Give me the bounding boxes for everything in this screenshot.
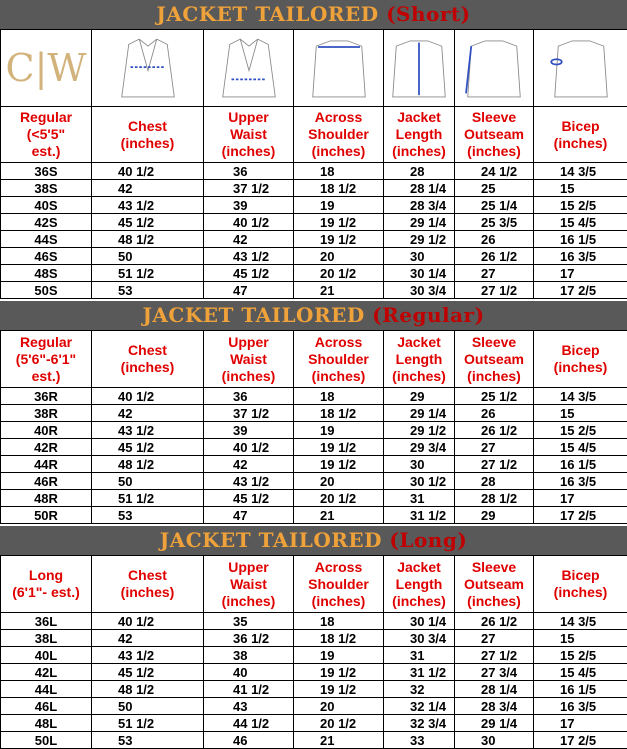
value-cell: 42 xyxy=(92,405,204,422)
value-cell: 40 1/2 xyxy=(92,163,204,180)
size-table xyxy=(0,330,627,524)
value-cell: 50 xyxy=(92,698,204,715)
value-cell: 46 xyxy=(204,732,294,749)
value-cell: 36 1/2 xyxy=(204,630,294,647)
jacket-length-icon xyxy=(384,32,454,104)
value-cell: 15 4/5 xyxy=(534,664,627,681)
size-cell: 48L xyxy=(1,715,92,732)
logo-cell xyxy=(1,30,92,107)
size-cell: 46S xyxy=(1,248,92,265)
value-cell: 40 1/2 xyxy=(92,388,204,405)
value-cell: 19 1/2 xyxy=(294,214,384,231)
value-cell: 20 1/2 xyxy=(294,265,384,282)
value-cell: 32 xyxy=(384,681,455,698)
value-cell: 18 1/2 xyxy=(294,405,384,422)
size-cell: 40R xyxy=(1,422,92,439)
jacket-shoulder-icon xyxy=(304,32,374,104)
value-cell: 27 1/2 xyxy=(455,647,534,664)
value-cell: 48 1/2 xyxy=(92,456,204,473)
column-header: Jacket Length (inches) xyxy=(384,556,455,613)
value-cell: 30 1/2 xyxy=(384,473,455,490)
illustration-cell xyxy=(92,30,204,107)
table-row xyxy=(1,388,627,405)
value-cell: 15 xyxy=(534,630,627,647)
size-cell: 48R xyxy=(1,490,92,507)
size-cell: 36L xyxy=(1,613,92,630)
value-cell: 14 3/5 xyxy=(534,388,627,405)
value-cell: 36 xyxy=(204,388,294,405)
value-cell: 29 3/4 xyxy=(384,439,455,456)
table-row xyxy=(1,439,627,456)
table-row xyxy=(1,214,627,231)
column-header: Across Shoulder (inches) xyxy=(294,331,384,388)
value-cell: 41 1/2 xyxy=(204,681,294,698)
size-header: Regular (5'6"-6'1" est.) xyxy=(1,331,92,388)
table-row xyxy=(1,231,627,248)
value-cell: 15 2/5 xyxy=(534,422,627,439)
size-cell: 42S xyxy=(1,214,92,231)
value-cell: 40 1/2 xyxy=(204,214,294,231)
value-cell: 44 1/2 xyxy=(204,715,294,732)
jacket-bicep-icon xyxy=(546,32,616,104)
value-cell: 47 xyxy=(204,282,294,299)
size-header: Regular (<5'5" est.) xyxy=(1,107,92,163)
value-cell: 19 1/2 xyxy=(294,456,384,473)
value-cell: 53 xyxy=(92,282,204,299)
table-row xyxy=(1,163,627,180)
size-cell: 36S xyxy=(1,163,92,180)
value-cell: 17 xyxy=(534,490,627,507)
size-cell: 50L xyxy=(1,732,92,749)
column-header: Jacket Length (inches) xyxy=(384,331,455,388)
table-row xyxy=(1,490,627,507)
value-cell: 43 1/2 xyxy=(92,197,204,214)
illustration-cell xyxy=(294,30,384,107)
section-title-variant: (Regular) xyxy=(372,303,485,327)
value-cell: 32 1/4 xyxy=(384,698,455,715)
value-cell: 53 xyxy=(92,507,204,524)
section-title-variant: (Long) xyxy=(389,528,468,552)
size-cell: 46L xyxy=(1,698,92,715)
table-row xyxy=(1,507,627,524)
value-cell: 40 1/2 xyxy=(204,439,294,456)
column-header: Chest (inches) xyxy=(92,107,204,163)
value-cell: 25 3/5 xyxy=(455,214,534,231)
table-row xyxy=(1,456,627,473)
value-cell: 17 2/5 xyxy=(534,732,627,749)
value-cell: 42 xyxy=(204,231,294,248)
value-cell: 47 xyxy=(204,507,294,524)
section-title xyxy=(0,301,627,330)
value-cell: 16 3/5 xyxy=(534,473,627,490)
value-cell: 21 xyxy=(294,507,384,524)
value-cell: 17 2/5 xyxy=(534,507,627,524)
illustration-row xyxy=(1,30,627,107)
value-cell: 18 1/2 xyxy=(294,180,384,197)
value-cell: 45 1/2 xyxy=(92,664,204,681)
column-header: Chest (inches) xyxy=(92,556,204,613)
table-row xyxy=(1,681,627,698)
value-cell: 38 xyxy=(204,647,294,664)
size-cell: 40S xyxy=(1,197,92,214)
value-cell: 45 1/2 xyxy=(92,214,204,231)
value-cell: 16 3/5 xyxy=(534,698,627,715)
value-cell: 25 1/2 xyxy=(455,388,534,405)
table-row xyxy=(1,613,627,630)
size-cell: 38L xyxy=(1,630,92,647)
value-cell: 16 1/5 xyxy=(534,681,627,698)
column-header: Bicep (inches) xyxy=(534,331,627,388)
size-cell: 42L xyxy=(1,664,92,681)
table-row xyxy=(1,473,627,490)
value-cell: 40 xyxy=(204,664,294,681)
illustration-cell xyxy=(534,30,627,107)
value-cell: 30 xyxy=(384,456,455,473)
value-cell: 27 1/2 xyxy=(455,282,534,299)
value-cell: 19 1/2 xyxy=(294,231,384,248)
value-cell: 43 1/2 xyxy=(204,473,294,490)
value-cell: 15 2/5 xyxy=(534,197,627,214)
value-cell: 31 1/2 xyxy=(384,507,455,524)
value-cell: 26 1/2 xyxy=(455,422,534,439)
value-cell: 36 xyxy=(204,163,294,180)
column-header: Bicep (inches) xyxy=(534,107,627,163)
header-row xyxy=(1,331,627,388)
value-cell: 15 4/5 xyxy=(534,439,627,456)
value-cell: 26 1/2 xyxy=(455,613,534,630)
column-header: Across Shoulder (inches) xyxy=(294,556,384,613)
value-cell: 31 xyxy=(384,647,455,664)
size-cell: 50R xyxy=(1,507,92,524)
size-cell: 40L xyxy=(1,647,92,664)
value-cell: 51 1/2 xyxy=(92,265,204,282)
column-header: Upper Waist (inches) xyxy=(204,556,294,613)
value-cell: 28 3/4 xyxy=(455,698,534,715)
column-header: Upper Waist (inches) xyxy=(204,331,294,388)
value-cell: 25 xyxy=(455,180,534,197)
value-cell: 18 xyxy=(294,388,384,405)
value-cell: 19 xyxy=(294,197,384,214)
illustration-cell xyxy=(455,30,534,107)
table-row xyxy=(1,180,627,197)
value-cell: 42 xyxy=(92,630,204,647)
value-cell: 19 1/2 xyxy=(294,681,384,698)
value-cell: 20 xyxy=(294,473,384,490)
size-cell: 44R xyxy=(1,456,92,473)
value-cell: 45 1/2 xyxy=(204,265,294,282)
value-cell: 42 xyxy=(92,180,204,197)
value-cell: 16 3/5 xyxy=(534,248,627,265)
value-cell: 16 1/5 xyxy=(534,456,627,473)
value-cell: 37 1/2 xyxy=(204,405,294,422)
value-cell: 40 1/2 xyxy=(92,613,204,630)
table-row xyxy=(1,248,627,265)
value-cell: 29 1/4 xyxy=(384,214,455,231)
value-cell: 20 xyxy=(294,248,384,265)
table-row xyxy=(1,265,627,282)
column-header: Bicep (inches) xyxy=(534,556,627,613)
table-row xyxy=(1,422,627,439)
value-cell: 15 2/5 xyxy=(534,647,627,664)
value-cell: 30 1/4 xyxy=(384,265,455,282)
illustration-cell xyxy=(384,30,455,107)
section-title xyxy=(0,0,627,29)
table-row xyxy=(1,282,627,299)
size-header: Long (6'1"- est.) xyxy=(1,556,92,613)
value-cell: 26 xyxy=(455,231,534,248)
section-title-main: JACKET TAILORED xyxy=(159,528,390,552)
value-cell: 37 1/2 xyxy=(204,180,294,197)
size-cell: 44L xyxy=(1,681,92,698)
value-cell: 42 xyxy=(204,456,294,473)
value-cell: 15 4/5 xyxy=(534,214,627,231)
value-cell: 32 3/4 xyxy=(384,715,455,732)
value-cell: 43 1/2 xyxy=(204,248,294,265)
size-cell: 48S xyxy=(1,265,92,282)
value-cell: 20 1/2 xyxy=(294,715,384,732)
brand-logo: C|W xyxy=(5,46,87,90)
column-header: Sleeve Outseam (inches) xyxy=(455,107,534,163)
value-cell: 28 1/4 xyxy=(455,681,534,698)
column-header: Chest (inches) xyxy=(92,331,204,388)
size-cell: 46R xyxy=(1,473,92,490)
value-cell: 45 1/2 xyxy=(204,490,294,507)
column-header: Upper Waist (inches) xyxy=(204,107,294,163)
value-cell: 21 xyxy=(294,282,384,299)
jacket-upper-waist-icon xyxy=(214,32,284,104)
table-row xyxy=(1,647,627,664)
header-row xyxy=(1,556,627,613)
value-cell: 43 1/2 xyxy=(92,422,204,439)
value-cell: 51 1/2 xyxy=(92,490,204,507)
value-cell: 17 2/5 xyxy=(534,282,627,299)
value-cell: 15 xyxy=(534,180,627,197)
value-cell: 28 3/4 xyxy=(384,197,455,214)
size-cell: 42R xyxy=(1,439,92,456)
section-title-variant: (Short) xyxy=(386,2,471,26)
value-cell: 31 1/2 xyxy=(384,664,455,681)
value-cell: 25 1/4 xyxy=(455,197,534,214)
value-cell: 21 xyxy=(294,732,384,749)
size-cell: 38S xyxy=(1,180,92,197)
value-cell: 26 xyxy=(455,405,534,422)
value-cell: 30 xyxy=(455,732,534,749)
size-cell: 38R xyxy=(1,405,92,422)
section-title-main: JACKET TAILORED xyxy=(156,2,387,26)
jacket-chest-icon xyxy=(113,32,183,104)
value-cell: 27 3/4 xyxy=(455,664,534,681)
table-row xyxy=(1,630,627,647)
column-header: Across Shoulder (inches) xyxy=(294,107,384,163)
value-cell: 29 1/4 xyxy=(455,715,534,732)
value-cell: 24 1/2 xyxy=(455,163,534,180)
value-cell: 53 xyxy=(92,732,204,749)
value-cell: 50 xyxy=(92,473,204,490)
table-row xyxy=(1,664,627,681)
table-row xyxy=(1,715,627,732)
size-table xyxy=(0,29,627,299)
value-cell: 29 1/2 xyxy=(384,231,455,248)
value-cell: 35 xyxy=(204,613,294,630)
value-cell: 50 xyxy=(92,248,204,265)
value-cell: 17 xyxy=(534,265,627,282)
value-cell: 20 xyxy=(294,698,384,715)
value-cell: 30 1/4 xyxy=(384,613,455,630)
value-cell: 19 1/2 xyxy=(294,664,384,681)
column-header: Sleeve Outseam (inches) xyxy=(455,331,534,388)
value-cell: 18 xyxy=(294,613,384,630)
value-cell: 39 xyxy=(204,197,294,214)
value-cell: 19 1/2 xyxy=(294,439,384,456)
table-row xyxy=(1,405,627,422)
value-cell: 27 xyxy=(455,439,534,456)
value-cell: 28 xyxy=(455,473,534,490)
illustration-cell xyxy=(204,30,294,107)
column-header: Jacket Length (inches) xyxy=(384,107,455,163)
value-cell: 45 1/2 xyxy=(92,439,204,456)
value-cell: 29 xyxy=(384,388,455,405)
value-cell: 14 3/5 xyxy=(534,163,627,180)
value-cell: 27 xyxy=(455,265,534,282)
value-cell: 20 1/2 xyxy=(294,490,384,507)
value-cell: 19 xyxy=(294,647,384,664)
value-cell: 19 xyxy=(294,422,384,439)
size-table xyxy=(0,555,627,749)
value-cell: 18 xyxy=(294,163,384,180)
value-cell: 30 xyxy=(384,248,455,265)
value-cell: 30 3/4 xyxy=(384,282,455,299)
value-cell: 43 1/2 xyxy=(92,647,204,664)
value-cell: 48 1/2 xyxy=(92,681,204,698)
table-row xyxy=(1,698,627,715)
size-cell: 36R xyxy=(1,388,92,405)
value-cell: 18 1/2 xyxy=(294,630,384,647)
value-cell: 16 1/5 xyxy=(534,231,627,248)
value-cell: 27 1/2 xyxy=(455,456,534,473)
value-cell: 30 3/4 xyxy=(384,630,455,647)
jacket-sleeve-icon xyxy=(459,32,529,104)
value-cell: 29 xyxy=(455,507,534,524)
value-cell: 33 xyxy=(384,732,455,749)
value-cell: 26 1/2 xyxy=(455,248,534,265)
section-title-main: JACKET TAILORED xyxy=(142,303,373,327)
size-cell: 50S xyxy=(1,282,92,299)
value-cell: 27 xyxy=(455,630,534,647)
value-cell: 29 1/4 xyxy=(384,405,455,422)
value-cell: 28 1/2 xyxy=(455,490,534,507)
value-cell: 28 xyxy=(384,163,455,180)
value-cell: 28 1/4 xyxy=(384,180,455,197)
value-cell: 48 1/2 xyxy=(92,231,204,248)
value-cell: 29 1/2 xyxy=(384,422,455,439)
value-cell: 14 3/5 xyxy=(534,613,627,630)
value-cell: 39 xyxy=(204,422,294,439)
value-cell: 51 1/2 xyxy=(92,715,204,732)
table-row xyxy=(1,732,627,749)
header-row xyxy=(1,107,627,163)
size-cell: 44S xyxy=(1,231,92,248)
column-header: Sleeve Outseam (inches) xyxy=(455,556,534,613)
value-cell: 31 xyxy=(384,490,455,507)
value-cell: 43 xyxy=(204,698,294,715)
section-title xyxy=(0,526,627,555)
value-cell: 15 xyxy=(534,405,627,422)
table-row xyxy=(1,197,627,214)
value-cell: 17 xyxy=(534,715,627,732)
